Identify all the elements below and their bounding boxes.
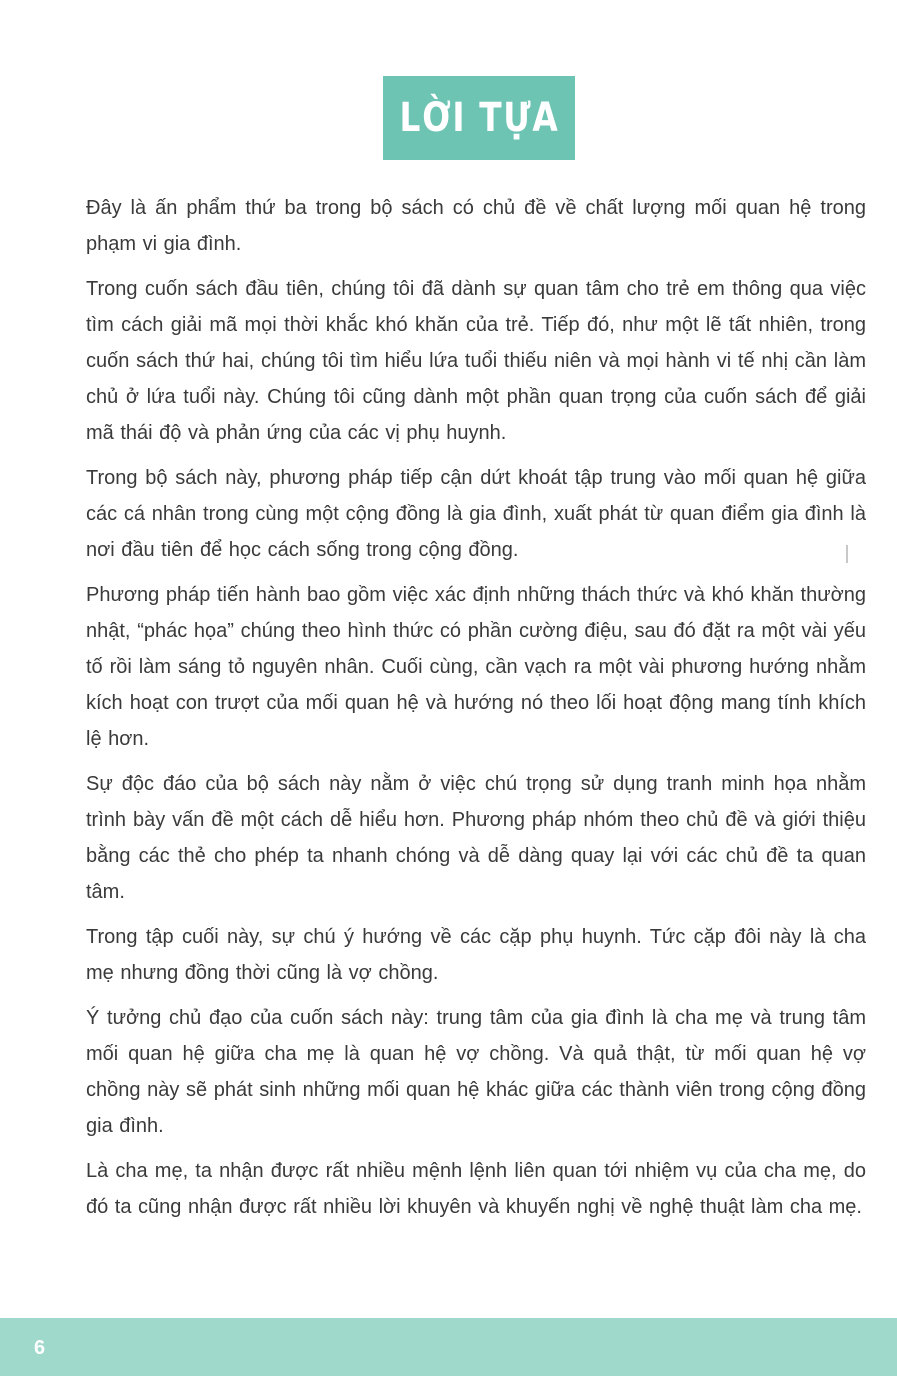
- preface-body: [86, 190, 866, 1234]
- paragraph-1: Đây là ấn phẩm thứ ba trong bộ sách có chủ đề về chất lượng mối quan hệ trong phạm vi gia đình.: [86, 197, 866, 255]
- paragraph-2: Trong cuốn sách đầu tiên, chúng tôi đã dành sự quan tâm cho trẻ em thông qua việc tìm cách giải mã mọi thời khắc khó khăn của trẻ. Tiếp đó, như một lẽ tất nhiên, trong cuốn sách thứ hai, chúng tôi tìm hiểu lứa tuổi thiếu niên và mọi hành vi tế nhị cần làm chủ ở lứa tuổi này. Chúng tôi cũng dành một phần quan trọng của cuốn sách để giải mã thái độ và phản ứng của các vị phụ huynh.: [86, 278, 866, 444]
- page-number: 6: [34, 1337, 46, 1359]
- paragraph-6: Trong tập cuối này, sự chú ý hướng về các cặp phụ huynh. Tức cặp đôi này là cha mẹ nhưng đồng thời cũng là vợ chồng.: [86, 926, 866, 984]
- paragraph-8: Là cha mẹ, ta nhận được rất nhiều mệnh lệnh liên quan tới nhiệm vụ của cha mẹ, do đó ta cũng nhận được rất nhiều lời khuyên và khuyến nghị về nghệ thuật làm cha mẹ.: [86, 1160, 866, 1218]
- paragraph-5: Sự độc đáo của bộ sách này nằm ở việc chú trọng sử dụng tranh minh họa nhằm trình bày vấn đề một cách dễ hiểu hơn. Phương pháp nhóm theo chủ đề và giới thiệu bằng các thẻ cho phép ta nhanh chóng và dễ dàng quay lại với các chủ đề ta quan tâm.: [86, 773, 866, 903]
- footer-band: [0, 1318, 897, 1376]
- paragraph-3: Trong bộ sách này, phương pháp tiếp cận dứt khoát tập trung vào mối quan hệ giữa các cá nhân trong cùng một cộng đồng là gia đình, xuất phát từ quan điểm gia đình là nơi đầu tiên để học cách sống trong cộng đồng.: [86, 467, 866, 561]
- chapter-title-box: [383, 76, 575, 160]
- paragraph-4: Phương pháp tiến hành bao gồm việc xác định những thách thức và khó khăn thường nhật, “phác họa” chúng theo hình thức có phần cường điệu, sau đó đặt ra một vài yếu tố rồi làm sáng tỏ nguyên nhân. Cuối cùng, cần vạch ra một vài phương hướng nhằm kích hoạt con trượt của mối quan hệ và hướng nó theo lối hoạt động mang tính khích lệ hơn.: [86, 584, 866, 750]
- scan-speck: [846, 545, 848, 563]
- paragraph-7: Ý tưởng chủ đạo của cuốn sách này: trung tâm của gia đình là cha mẹ và trung tâm mối quan hệ giữa cha mẹ là quan hệ vợ chồng. Và quả thật, từ mối quan hệ vợ chồng này sẽ phát sinh những mối quan hệ khác giữa các thành viên trong cộng đồng gia đình.: [86, 1007, 866, 1137]
- chapter-title: LỜI TỰA: [399, 95, 559, 141]
